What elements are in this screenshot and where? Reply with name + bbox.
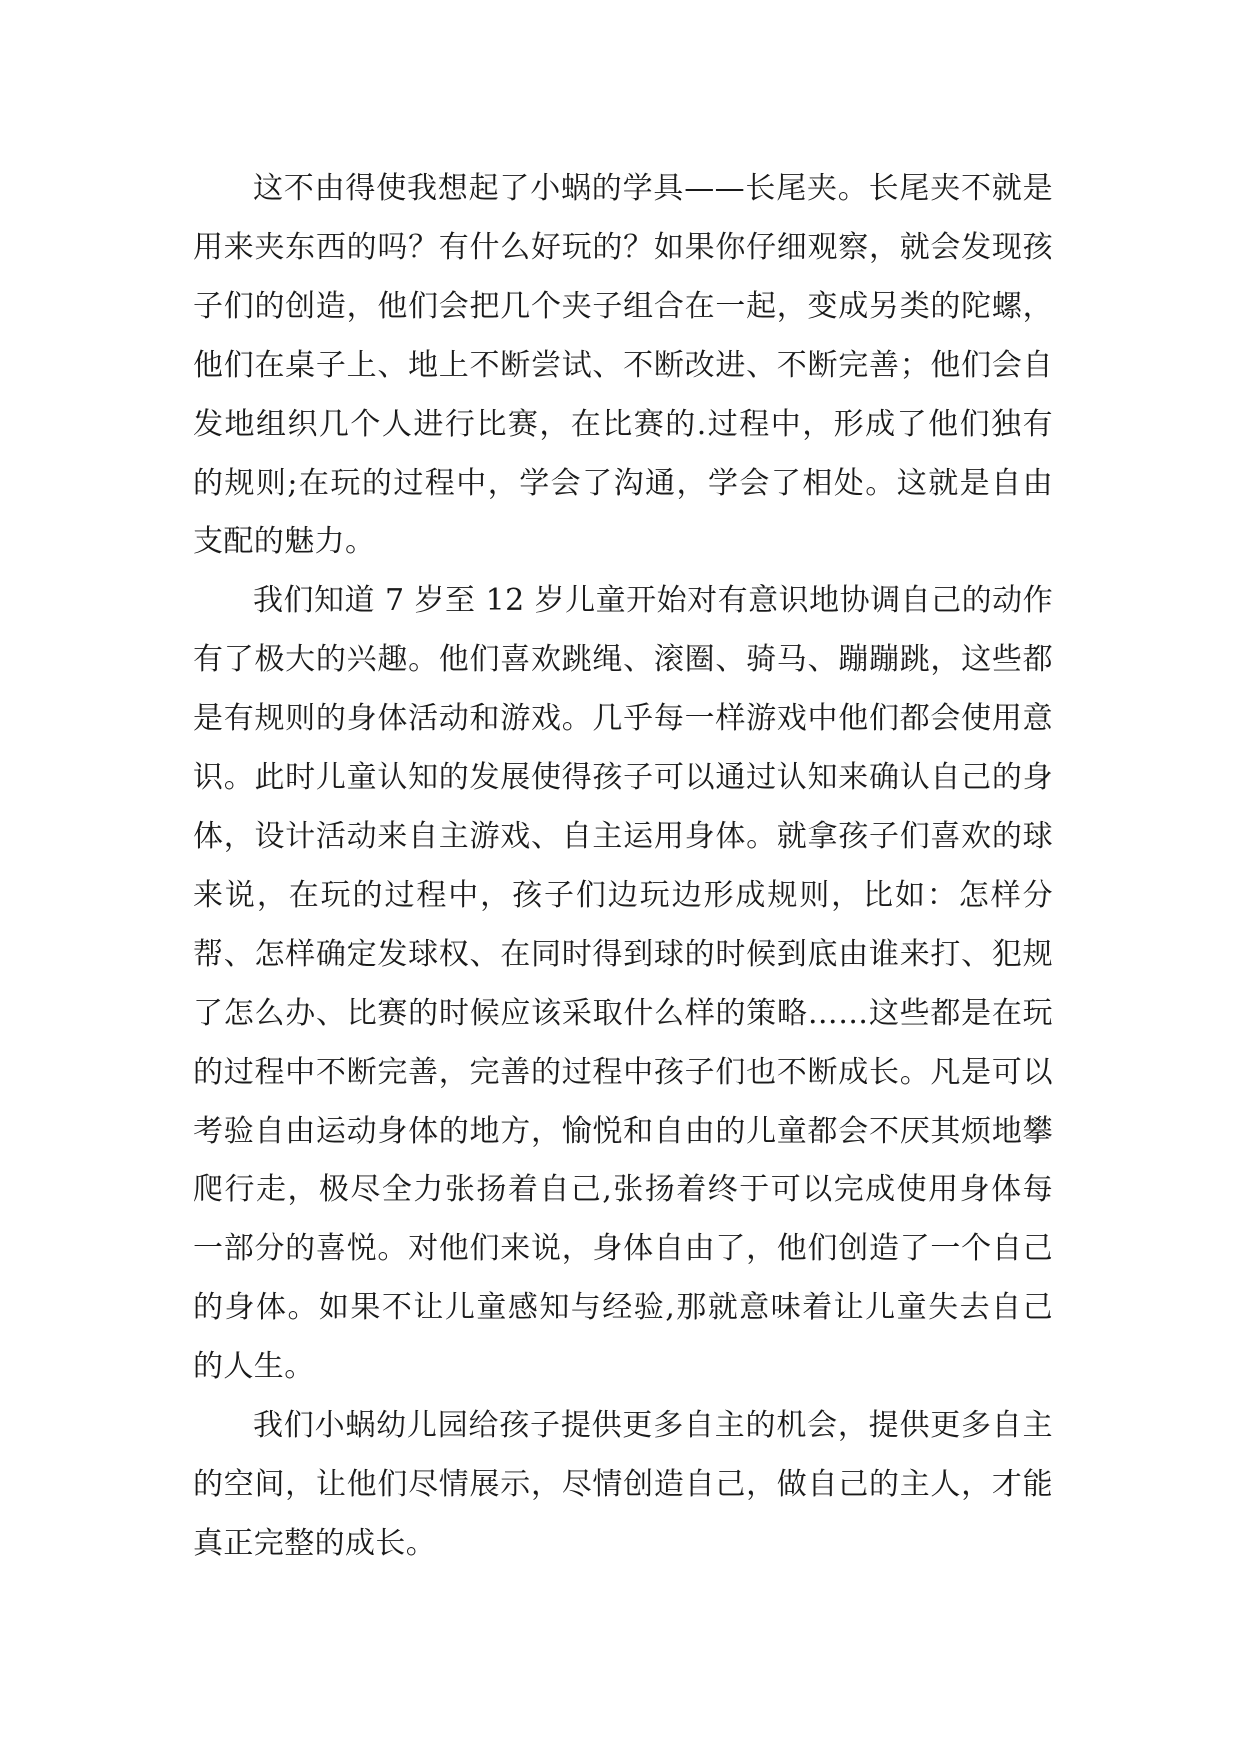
paragraph-1: 这不由得使我想起了小蜗的学具——长尾夹。长尾夹不就是用来夹东西的吗？有什么好玩的？如果你仔细观察，就会发现孩子们的创造，他们会把几个夹子组合在一起，变成另类的陀螺，他们在桌子上、地上不断尝试、不断改进、不断完善；他们会自发地组织几个人进行比赛，在比赛的.过程中，形成了他们独有的规则;在玩的过程中，学会了沟通，学会了相处。这就是自由支配的魅力。: [193, 171, 1053, 560]
paragraph-2: 我们知道 7 岁至 12 岁儿童开始对有意识地协调自己的动作有了极大的兴趣。他们喜欢跳绳、滚圈、骑马、蹦蹦跳，这些都是有规则的身体活动和游戏。几乎每一样游戏中他们都会使用意识。此时儿童认知的发展使得孩子可以通过认知来确认自己的身体，设计活动来自主游戏、自主运用身体。就拿孩子们喜欢的球来说，在玩的过程中，孩子们边玩边形成规则，比如：怎样分帮、怎样确定发球权、在同时得到球的时候到底由谁来打、犯规了怎么办、比赛的时候应该采取什么样的策略……这些都是在玩的过程中不断完善，完善的过程中孩子们也不断成长。凡是可以考验自由运动身体的地方，愉悦和自由的儿童都会不厌其烦地攀爬行走，极尽全力张扬着自己,张扬着终于可以完成使用身体每一部分的喜悦。对他们来说，身体自由了，他们创造了一个自己的身体。如果不让儿童感知与经验,那就意味着让儿童失去自己的人生。: [193, 583, 1053, 1385]
paragraph-3: 我们小蜗幼儿园给孩子提供更多自主的机会，提供更多自主的空间，让他们尽情展示，尽情创造自己，做自己的主人，才能真正完整的成长。: [193, 1408, 1053, 1561]
document-body: [193, 160, 1053, 1574]
